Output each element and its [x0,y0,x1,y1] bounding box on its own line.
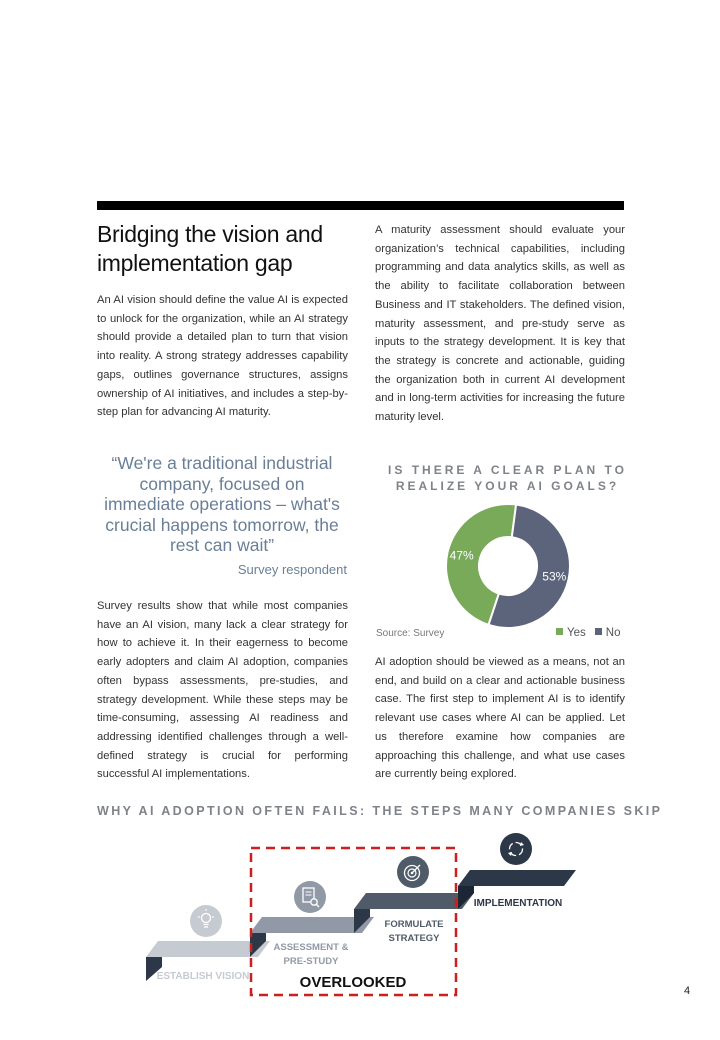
cycle-icon [500,833,532,865]
legend-yes-label: Yes [567,627,586,639]
steps-title: WHY AI ADOPTION OFTEN FAILS: THE STEPS MANY COMPANIES SKIP [97,804,663,818]
legend-yes [556,627,586,639]
intro-paragraph: An AI vision should define the value AI is expected to unlock for the organization, while an AI strategy should provide a detailed plan to turn that vision into reality. A strong strategy addresses capability gaps, outlines governance structures, assigns ownership of AI initiatives, and includes a step-by-step plan for advancing AI maturity. [97,294,348,419]
document-search-icon [294,881,326,913]
step-4-label: IMPLEMENTATION [473,898,563,909]
step-3-label-line2: STRATEGY [388,933,440,944]
legend-no [595,627,621,639]
adoption-paragraph: AI adoption should be viewed as a means, not an end, and build on a clear and actionable business case. The first step to implement AI is to identify relevant use cases where AI can be applied. Let us therefore examine how companies are approaching this challenge, and what use cases are currently being explored. [375,656,625,781]
donut-label-yes: 47% [449,548,474,563]
chart-title: IS THERE A CLEAR PLAN TO REALIZE YOUR AI GOALS? [388,463,627,493]
step-1-label: ESTABLISH VISION [156,971,250,982]
steps-diagram [140,825,590,1005]
donut-label-no: 53% [542,569,567,584]
chart-source: Source: Survey [376,628,445,639]
step-3-label-line1: FORMULATE [384,919,444,930]
page-title: Bridging the vision and implementation gap [97,221,323,276]
step-4-side [458,886,474,909]
legend-no-label: No [605,627,621,639]
target-icon [397,856,429,888]
section-top-bar [97,201,624,210]
overlooked-label: OVERLOOKED [299,974,407,991]
quote-source: Survey respondent [237,562,347,577]
step-2-label-line2: PRE-STUDY [283,956,339,967]
chart-legend [556,627,620,639]
pull-quote: “We're a traditional industrial company, focused on immediate operations – what's crucial happens tomorrow, the rest can wait” [104,453,340,555]
page-number: 4 [684,985,691,997]
lightbulb-icon [190,905,222,937]
donut-chart [375,500,640,630]
maturity-paragraph: A maturity assessment should evaluate your organization’s technical capabilities, including programming and data analytics skills, as well as the ability to facilitate collaboration between Business and IT stakeholders. The defined vision, maturity assessment, and pre-study serve as inputs to the strategy development. It is key that the strategy is concrete and actionable, guiding the organization both in current AI development and in long-term activities for increasing the future maturity level. [375,224,625,424]
survey-paragraph: Survey results show that while most companies have an AI vision, many lack a clear strategy for how to achieve it. In their eagerness to become early adopters and claim AI adoption, companies often bypass assessments, pre-studies, and strategy development. While these steps may be time-consuming, assessing AI readiness and addressing identified challenges through a well-defined strategy is crucial for performing successful AI implementations. [97,600,348,781]
step-4-bar [458,870,576,886]
step-2-label-line1: ASSESSMENT & [273,942,349,953]
